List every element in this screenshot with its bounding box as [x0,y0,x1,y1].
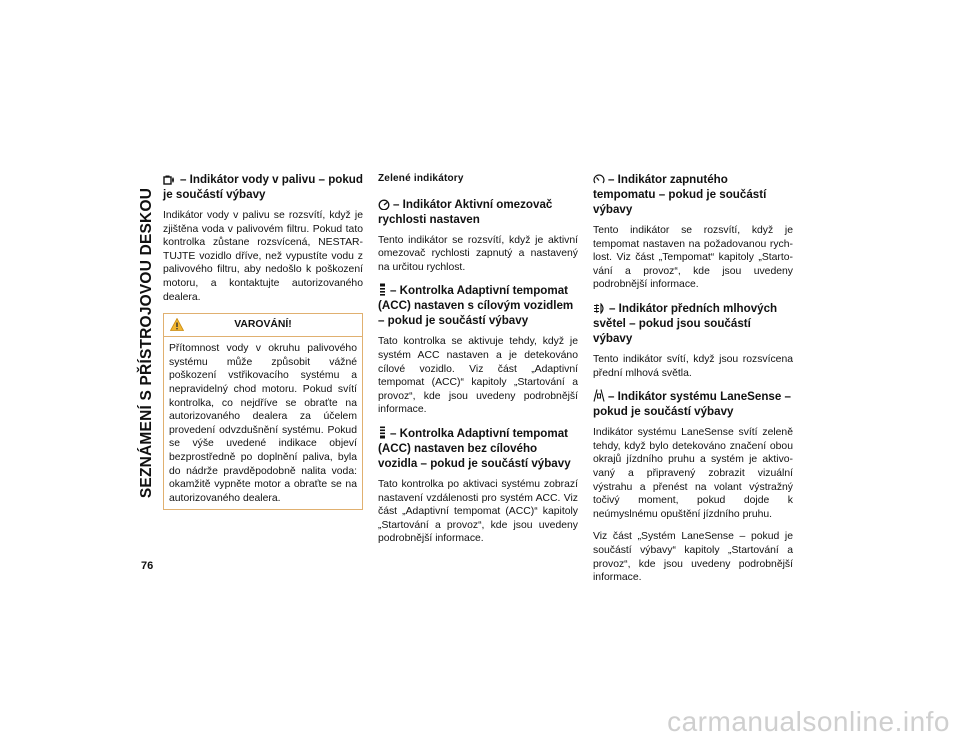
cruise-control-heading [593,172,793,217]
lanesense-text: Indikátor systému LaneSense svítí zeleně tehdy, když bylo detekováno značení obou okrajů jízdního pruhu a systém je aktivo-vaný a připravený zobrazit vizuální výstrahu a přenést na volant výstražný točivý moment, pokud dojde k neúmyslnému opuštění jízdního pruhu. [593,427,793,520]
acc-no-target-heading [378,426,578,471]
page-number: 76 [141,560,154,572]
warning-triangle-icon [170,318,184,331]
column-left [163,172,363,510]
acc-target-text: Tato kontrolka se aktivuje tehdy, když je systém ACC nastaven a je detekováno cílové vozidlo. Viz část „Adaptivní tempomat (ACC)“ kapitoly „Startování a provoz“, kde jsou uvedeny podrobnější informace. [378,336,578,416]
acc-target-heading [378,283,578,328]
cruise-control-icon [593,174,605,185]
speed-limiter-title: – Indikátor Aktivní omezovač rychlosti nastaven [378,197,553,226]
acc-no-target-title: – Kontrolka Adaptivní tempomat (ACC) nastaven bez cílového vozidla – pokud je součástí výbavy [378,426,571,470]
water-in-fuel-text: Indikátor vody v palivu se rozsvítí, když je zjištěna voda v palivovém filtru. Pokud tato kontrolka zůstane rozsvícená, NESTAR-TUJTE vozidlo dříve, než vypustíte vodu z palivového filtru, aby nedošlo k poškození motoru, a kontaktujte autorizovaného dealera. [163,210,363,303]
chapter-title-text: SEZNÁMENÍ S PŘÍSTROJOVOU DESKOU [138,187,155,499]
green-indicators-heading: Zelené indikátory [378,173,464,184]
acc-target-title: – Kontrolka Adaptivní tempomat (ACC) nastaven s cílovým vozidlem – pokud je součástí výbavy [378,284,574,328]
acc-no-target-icon [378,426,387,439]
lanesense-title: – Indikátor systému LaneSense – pokud je součástí výbavy [593,390,791,419]
front-fog-text: Tento indikátor svítí, když jsou rozsvícena přední mlhová světla. [593,353,793,379]
speed-limiter-icon [378,199,390,210]
warning-text: Přítomnost vody v okruhu palivového systému může způsobit vážné poškození vstřikovacího systému a nepravidelný chod motoru. Pokud svítí kontrolka, co nejdříve se obraťte na autorizovaného dealera za účelem provedení odvzdušnění systému. Pokud se výše uvedené indikace objeví bezprostředně po doplnění paliva, byla do nádrže pravděpodobně nalita voda: okamžitě vypněte motor a obraťte se na autorizovaného dealera. [169,343,357,504]
acc-target-vehicle-icon [378,283,387,296]
warning-body [164,337,362,509]
warning-box [163,313,363,510]
water-in-fuel-title: – Indikátor vody v palivu – pokud je součástí výbavy [163,173,363,201]
watermark: carmanualsonline.info [667,706,950,737]
lanesense-text-reference: Viz část „Systém LaneSense – pokud je součástí výbavy“ kapitoly „Startování a provoz“, kde jsou uvedeny podrobnější informace. [593,531,793,584]
front-fog-light-icon [593,303,606,314]
acc-no-target-text: Tato kontrolka po aktivaci systému zobrazí nastavení vzdálenosti pro systém ACC. Viz část „Adaptivní tempomat (ACC)“ kapitoly „Startování a provoz“, kde jsou uvedeny podrobnější informace. [378,478,578,545]
speed-limiter-heading [378,197,578,227]
cruise-control-title: – Indikátor zapnutého tempomatu – pokud je součástí výbavy [593,173,767,216]
front-fog-title: – Indikátor předních mlhových světel – pokud jsou součástí výbavy [593,301,778,345]
side-chapter-title [133,158,161,528]
column-middle [378,172,578,555]
warning-title: VAROVÁNÍ! [234,319,292,331]
lanesense-heading [593,389,793,419]
water-in-fuel-icon [163,175,177,185]
column-right [593,172,793,594]
cruise-control-text: Tento indikátor se rozsvítí, když je tempomat nastaven na požadovanou rych-lost. Viz část „Tempomat“ kapitoly „Starto-vání a provoz“, kde jsou uvedeny podrobnější informace. [593,225,793,291]
warning-header [164,314,362,337]
front-fog-heading [593,301,793,346]
water-in-fuel-heading [163,172,363,202]
speed-limiter-text: Tento indikátor se rozsvítí, když je aktivní omezovač rychlosti zapnutý a nastavený na určitou rychlost. [378,234,578,273]
lanesense-icon [593,389,605,402]
